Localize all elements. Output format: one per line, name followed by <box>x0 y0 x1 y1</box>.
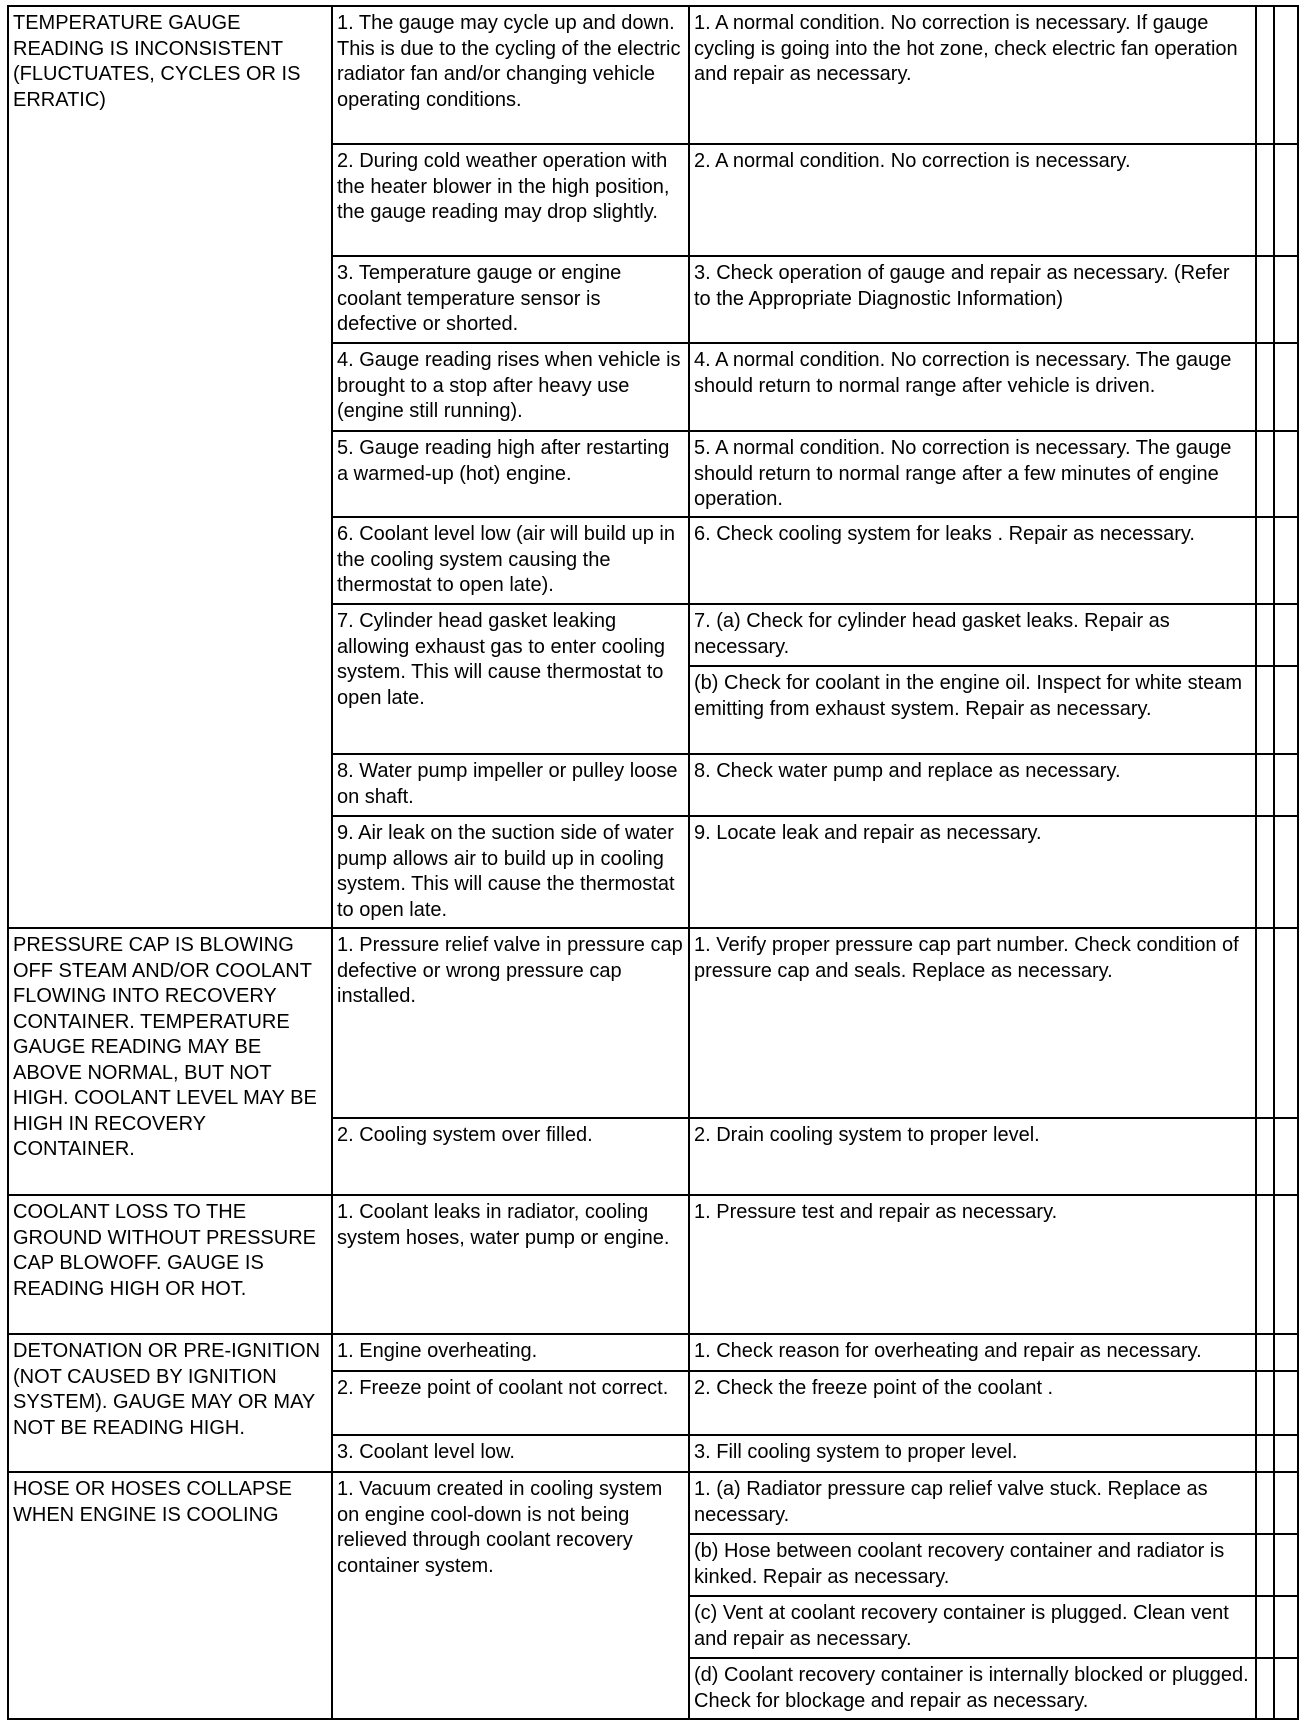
blank-cell <box>1256 517 1274 604</box>
blank-cell <box>1256 1334 1274 1371</box>
table-row <box>8 6 1298 144</box>
blank-cell <box>1256 754 1274 816</box>
blank-cell <box>1256 431 1274 517</box>
correction-cell: 1. (a) Radiator pressure cap relief valve stuck. Replace as necessary. <box>689 1472 1256 1534</box>
blank-cell <box>1274 343 1298 431</box>
blank-cell <box>1256 144 1274 256</box>
blank-cell <box>1274 1195 1298 1334</box>
correction-cell: (d) Coolant recovery container is internally blocked or plugged. Check for blockage and repair as necessary. <box>689 1658 1256 1719</box>
correction-cell: 4. A normal condition. No correction is necessary. The gauge should return to normal range after vehicle is driven. <box>689 343 1256 431</box>
cause-cell: 3. Coolant level low. <box>332 1435 689 1472</box>
correction-cell: 8. Check water pump and replace as necessary. <box>689 754 1256 816</box>
correction-cell: 5. A normal condition. No correction is necessary. The gauge should return to normal range after a few minutes of engine operation. <box>689 431 1256 517</box>
cause-cell: 2. During cold weather operation with the heater blower in the high position, the gauge reading may drop slightly. <box>332 144 689 256</box>
correction-cell: 1. A normal condition. No correction is necessary. If gauge cycling is going into the hot zone, check electric fan operation and repair as necessary. <box>689 6 1256 144</box>
blank-cell <box>1274 816 1298 928</box>
blank-cell <box>1256 6 1274 144</box>
blank-cell <box>1274 144 1298 256</box>
blank-cell <box>1274 754 1298 816</box>
blank-cell <box>1256 1371 1274 1435</box>
cause-cell: 3. Temperature gauge or engine coolant temperature sensor is defective or shorted. <box>332 256 689 343</box>
cause-cell: 1. Pressure relief valve in pressure cap defective or wrong pressure cap installed. <box>332 928 689 1118</box>
correction-cell: 1. Check reason for overheating and repair as necessary. <box>689 1334 1256 1371</box>
cause-cell: 2. Cooling system over filled. <box>332 1118 689 1195</box>
table-row <box>8 928 1298 1118</box>
blank-cell <box>1256 343 1274 431</box>
correction-cell: 6. Check cooling system for leaks . Repair as necessary. <box>689 517 1256 604</box>
blank-cell <box>1274 1534 1298 1596</box>
cause-cell: 7. Cylinder head gasket leaking allowing exhaust gas to enter cooling system. This will cause thermostat to open late. <box>332 604 689 754</box>
blank-cell <box>1256 1435 1274 1472</box>
table-row <box>8 1472 1298 1534</box>
cause-cell: 8. Water pump impeller or pulley loose on shaft. <box>332 754 689 816</box>
cause-cell: 1. Coolant leaks in radiator, cooling system hoses, water pump or engine. <box>332 1195 689 1334</box>
blank-cell <box>1256 1472 1274 1534</box>
blank-cell <box>1256 1118 1274 1195</box>
cause-cell: 4. Gauge reading rises when vehicle is brought to a stop after heavy use (engine still running). <box>332 343 689 431</box>
blank-cell <box>1274 1596 1298 1658</box>
cause-cell: 6. Coolant level low (air will build up in the cooling system causing the thermostat to open late). <box>332 517 689 604</box>
cause-cell: 1. The gauge may cycle up and down. This is due to the cycling of the electric radiator fan and/or changing vehicle operating conditions. <box>332 6 689 144</box>
correction-cell: 2. Check the freeze point of the coolant . <box>689 1371 1256 1435</box>
correction-cell: 3. Check operation of gauge and repair as necessary. (Refer to the Appropriate Diagnostic Information) <box>689 256 1256 343</box>
blank-cell <box>1256 1658 1274 1719</box>
correction-cell: 2. A normal condition. No correction is necessary. <box>689 144 1256 256</box>
condition-cell: TEMPERATURE GAUGE READING IS INCONSISTENT (FLUCTUATES, CYCLES OR IS ERRATIC) <box>8 6 332 928</box>
cause-cell: 1. Vacuum created in cooling system on engine cool-down is not being relieved through coolant recovery container system. <box>332 1472 689 1719</box>
table-row <box>8 1195 1298 1334</box>
condition-cell: PRESSURE CAP IS BLOWING OFF STEAM AND/OR COOLANT FLOWING INTO RECOVERY CONTAINER. TEMPERATURE GAUGE READING MAY BE ABOVE NORMAL, BUT NOT HIGH. COOLANT LEVEL MAY BE HIGH IN RECOVERY CONTAINER. <box>8 928 332 1195</box>
blank-cell <box>1256 256 1274 343</box>
cause-cell: 2. Freeze point of coolant not correct. <box>332 1371 689 1435</box>
blank-cell <box>1274 928 1298 1118</box>
blank-cell <box>1256 1596 1274 1658</box>
blank-cell <box>1256 666 1274 754</box>
correction-cell: (b) Check for coolant in the engine oil. Inspect for white steam emitting from exhaust system. Repair as necessary. <box>689 666 1256 754</box>
cause-cell: 9. Air leak on the suction side of water pump allows air to build up in cooling system. This will cause the thermostat to open late. <box>332 816 689 928</box>
blank-cell <box>1256 1195 1274 1334</box>
condition-cell: HOSE OR HOSES COLLAPSE WHEN ENGINE IS COOLING <box>8 1472 332 1719</box>
blank-cell <box>1256 928 1274 1118</box>
blank-cell <box>1274 666 1298 754</box>
blank-cell <box>1274 517 1298 604</box>
diagnosis-page <box>7 5 1297 1717</box>
blank-cell <box>1274 1658 1298 1719</box>
blank-cell <box>1274 256 1298 343</box>
blank-cell <box>1274 1118 1298 1195</box>
cause-cell: 1. Engine overheating. <box>332 1334 689 1371</box>
blank-cell <box>1274 604 1298 666</box>
condition-cell: COOLANT LOSS TO THE GROUND WITHOUT PRESSURE CAP BLOWOFF. GAUGE IS READING HIGH OR HOT. <box>8 1195 332 1334</box>
blank-cell <box>1256 604 1274 666</box>
correction-cell: 1. Pressure test and repair as necessary. <box>689 1195 1256 1334</box>
blank-cell <box>1256 816 1274 928</box>
correction-cell: 1. Verify proper pressure cap part number. Check condition of pressure cap and seals. Replace as necessary. <box>689 928 1256 1118</box>
table-row <box>8 1334 1298 1371</box>
correction-cell: 7. (a) Check for cylinder head gasket leaks. Repair as necessary. <box>689 604 1256 666</box>
correction-cell: 3. Fill cooling system to proper level. <box>689 1435 1256 1472</box>
blank-cell <box>1274 1472 1298 1534</box>
condition-cell: DETONATION OR PRE-IGNITION (NOT CAUSED BY IGNITION SYSTEM). GAUGE MAY OR MAY NOT BE READING HIGH. <box>8 1334 332 1472</box>
blank-cell <box>1274 1435 1298 1472</box>
cause-cell: 5. Gauge reading high after restarting a warmed-up (hot) engine. <box>332 431 689 517</box>
correction-cell: 2. Drain cooling system to proper level. <box>689 1118 1256 1195</box>
blank-cell <box>1274 6 1298 144</box>
blank-cell <box>1274 431 1298 517</box>
correction-cell: (c) Vent at coolant recovery container is plugged. Clean vent and repair as necessary. <box>689 1596 1256 1658</box>
diagnosis-table <box>7 5 1299 1720</box>
blank-cell <box>1274 1371 1298 1435</box>
blank-cell <box>1256 1534 1274 1596</box>
correction-cell: (b) Hose between coolant recovery container and radiator is kinked. Repair as necessary. <box>689 1534 1256 1596</box>
blank-cell <box>1274 1334 1298 1371</box>
correction-cell: 9. Locate leak and repair as necessary. <box>689 816 1256 928</box>
